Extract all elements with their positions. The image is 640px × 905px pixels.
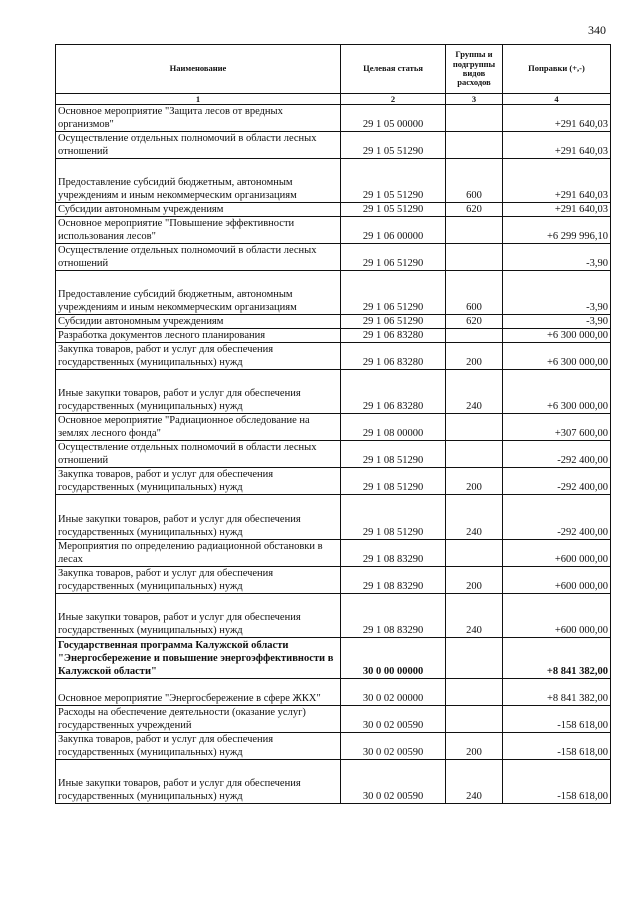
row-target-article: 29 1 06 83280 — [341, 329, 446, 343]
column-number-4: 4 — [503, 94, 611, 105]
row-amendment-amount: -292 400,00 — [503, 495, 611, 540]
row-amendment-amount: +6 300 000,00 — [503, 329, 611, 343]
row-amendment-amount: +600 000,00 — [503, 594, 611, 638]
row-target-article: 29 1 08 83290 — [341, 594, 446, 638]
row-name: Предоставление субсидий бюджетным, автономным учреждениям и иным некоммерческим организациям — [56, 271, 341, 315]
row-name: Разработка документов лесного планирования — [56, 329, 341, 343]
table-row — [56, 594, 611, 638]
row-name: Иные закупки товаров, работ и услуг для обеспечения государственных (муниципальных) нужд — [56, 370, 341, 414]
row-name: Иные закупки товаров, работ и услуг для обеспечения государственных (муниципальных) нужд — [56, 594, 341, 638]
row-amendment-amount: +6 300 000,00 — [503, 343, 611, 370]
column-number-1: 1 — [56, 94, 341, 105]
row-expense-group — [446, 244, 503, 271]
row-amendment-amount: -158 618,00 — [503, 760, 611, 804]
row-amendment-amount: +6 299 996,10 — [503, 217, 611, 244]
table-row — [56, 315, 611, 329]
row-amendment-amount: -3,90 — [503, 244, 611, 271]
row-name: Осуществление отдельных полномочий в области лесных отношений — [56, 244, 341, 271]
row-name: Основное мероприятие "Защита лесов от вредных организмов" — [56, 105, 341, 132]
table-row — [56, 132, 611, 159]
row-target-article: 29 1 06 51290 — [341, 315, 446, 329]
row-amendment-amount: +8 841 382,00 — [503, 638, 611, 679]
table-row — [56, 706, 611, 733]
row-target-article: 29 1 06 83280 — [341, 370, 446, 414]
table-row — [56, 441, 611, 468]
row-target-article: 29 1 08 51290 — [341, 468, 446, 495]
row-name: Субсидии автономным учреждениям — [56, 315, 341, 329]
row-target-article: 29 1 05 51290 — [341, 132, 446, 159]
column-number-3: 3 — [446, 94, 503, 105]
table-row — [56, 217, 611, 244]
row-name: Государственная программа Калужской области "Энергосбережение и повышение энергоэффективности в Калужской области" — [56, 638, 341, 679]
row-name: Мероприятия по определению радиационной обстановки в лесах — [56, 540, 341, 567]
row-amendment-amount: +291 640,03 — [503, 105, 611, 132]
header-group: Группы и подгруппы видов расходов — [446, 45, 503, 94]
row-name: Осуществление отдельных полномочий в области лесных отношений — [56, 132, 341, 159]
row-expense-group: 600 — [446, 159, 503, 203]
row-name: Закупка товаров, работ и услуг для обеспечения государственных (муниципальных) нужд — [56, 343, 341, 370]
row-expense-group: 240 — [446, 760, 503, 804]
column-number-row — [56, 94, 611, 105]
header-amount: Поправки (+,-) — [503, 45, 611, 94]
row-expense-group: 200 — [446, 343, 503, 370]
row-target-article: 29 1 05 51290 — [341, 159, 446, 203]
row-target-article: 29 1 05 00000 — [341, 105, 446, 132]
row-name: Иные закупки товаров, работ и услуг для обеспечения государственных (муниципальных) нужд — [56, 760, 341, 804]
row-name: Основное мероприятие "Повышение эффективности использования лесов" — [56, 217, 341, 244]
row-name: Иные закупки товаров, работ и услуг для обеспечения государственных (муниципальных) нужд — [56, 495, 341, 540]
row-target-article: 29 1 06 51290 — [341, 271, 446, 315]
row-name: Субсидии автономным учреждениям — [56, 203, 341, 217]
table-row — [56, 679, 611, 706]
table-header-row — [56, 45, 611, 94]
row-target-article: 29 1 08 83290 — [341, 540, 446, 567]
row-target-article: 29 1 06 83280 — [341, 343, 446, 370]
row-amendment-amount: +291 640,03 — [503, 203, 611, 217]
table-row — [56, 105, 611, 132]
row-target-article: 29 1 08 51290 — [341, 495, 446, 540]
row-expense-group — [446, 638, 503, 679]
row-amendment-amount: +6 300 000,00 — [503, 370, 611, 414]
table-row — [56, 760, 611, 804]
table-row — [56, 468, 611, 495]
table-row — [56, 540, 611, 567]
table-row — [56, 244, 611, 271]
row-name: Осуществление отдельных полномочий в области лесных отношений — [56, 441, 341, 468]
row-amendment-amount: +600 000,00 — [503, 540, 611, 567]
row-amendment-amount: +600 000,00 — [503, 567, 611, 594]
row-name: Закупка товаров, работ и услуг для обеспечения государственных (муниципальных) нужд — [56, 733, 341, 760]
row-target-article: 29 1 06 51290 — [341, 244, 446, 271]
row-expense-group — [446, 217, 503, 244]
row-expense-group: 620 — [446, 315, 503, 329]
row-expense-group — [446, 706, 503, 733]
row-expense-group: 620 — [446, 203, 503, 217]
table-row — [56, 733, 611, 760]
row-name: Закупка товаров, работ и услуг для обеспечения государственных (муниципальных) нужд — [56, 468, 341, 495]
table-row — [56, 203, 611, 217]
row-amendment-amount: -292 400,00 — [503, 441, 611, 468]
row-name: Расходы на обеспечение деятельности (оказание услуг) государственных учреждений — [56, 706, 341, 733]
row-expense-group: 200 — [446, 733, 503, 760]
row-expense-group — [446, 132, 503, 159]
row-expense-group: 600 — [446, 271, 503, 315]
row-expense-group: 200 — [446, 468, 503, 495]
row-amendment-amount: +8 841 382,00 — [503, 679, 611, 706]
row-amendment-amount: +291 640,03 — [503, 132, 611, 159]
row-amendment-amount: +307 600,00 — [503, 414, 611, 441]
row-amendment-amount: -3,90 — [503, 315, 611, 329]
row-expense-group: 240 — [446, 594, 503, 638]
row-target-article: 30 0 02 00590 — [341, 733, 446, 760]
row-expense-group: 200 — [446, 567, 503, 594]
row-target-article: 30 0 02 00590 — [341, 760, 446, 804]
table-row — [56, 638, 611, 679]
table-row — [56, 567, 611, 594]
table-row — [56, 271, 611, 315]
table-row — [56, 343, 611, 370]
table-row — [56, 370, 611, 414]
row-expense-group: 240 — [446, 370, 503, 414]
row-expense-group — [446, 679, 503, 706]
table-body — [56, 105, 611, 804]
row-amendment-amount: -158 618,00 — [503, 733, 611, 760]
row-amendment-amount: -3,90 — [503, 271, 611, 315]
row-name: Предоставление субсидий бюджетным, автономным учреждениям и иным некоммерческим организациям — [56, 159, 341, 203]
row-target-article: 30 0 02 00590 — [341, 706, 446, 733]
row-amendment-amount: -292 400,00 — [503, 468, 611, 495]
table-row — [56, 414, 611, 441]
row-expense-group — [446, 540, 503, 567]
row-target-article: 30 0 00 00000 — [341, 638, 446, 679]
budget-amendments-table — [55, 44, 611, 804]
row-expense-group — [446, 329, 503, 343]
row-target-article: 29 1 08 51290 — [341, 441, 446, 468]
table-row — [56, 329, 611, 343]
row-target-article: 29 1 05 51290 — [341, 203, 446, 217]
table-row — [56, 159, 611, 203]
row-target-article: 29 1 08 83290 — [341, 567, 446, 594]
row-target-article: 30 0 02 00000 — [341, 679, 446, 706]
row-expense-group: 240 — [446, 495, 503, 540]
header-name: Наименование — [56, 45, 341, 94]
row-name: Закупка товаров, работ и услуг для обеспечения государственных (муниципальных) нужд — [56, 567, 341, 594]
column-number-2: 2 — [341, 94, 446, 105]
page-number: 340 — [588, 23, 606, 37]
row-name: Основное мероприятие "Радиационное обследование на землях лесного фонда" — [56, 414, 341, 441]
row-amendment-amount: -158 618,00 — [503, 706, 611, 733]
table-row — [56, 495, 611, 540]
row-target-article: 29 1 08 00000 — [341, 414, 446, 441]
row-name: Основное мероприятие "Энергосбережение в сфере ЖКХ" — [56, 679, 341, 706]
header-target: Целевая статья — [341, 45, 446, 94]
row-target-article: 29 1 06 00000 — [341, 217, 446, 244]
row-expense-group — [446, 105, 503, 132]
row-expense-group — [446, 441, 503, 468]
row-amendment-amount: +291 640,03 — [503, 159, 611, 203]
row-expense-group — [446, 414, 503, 441]
